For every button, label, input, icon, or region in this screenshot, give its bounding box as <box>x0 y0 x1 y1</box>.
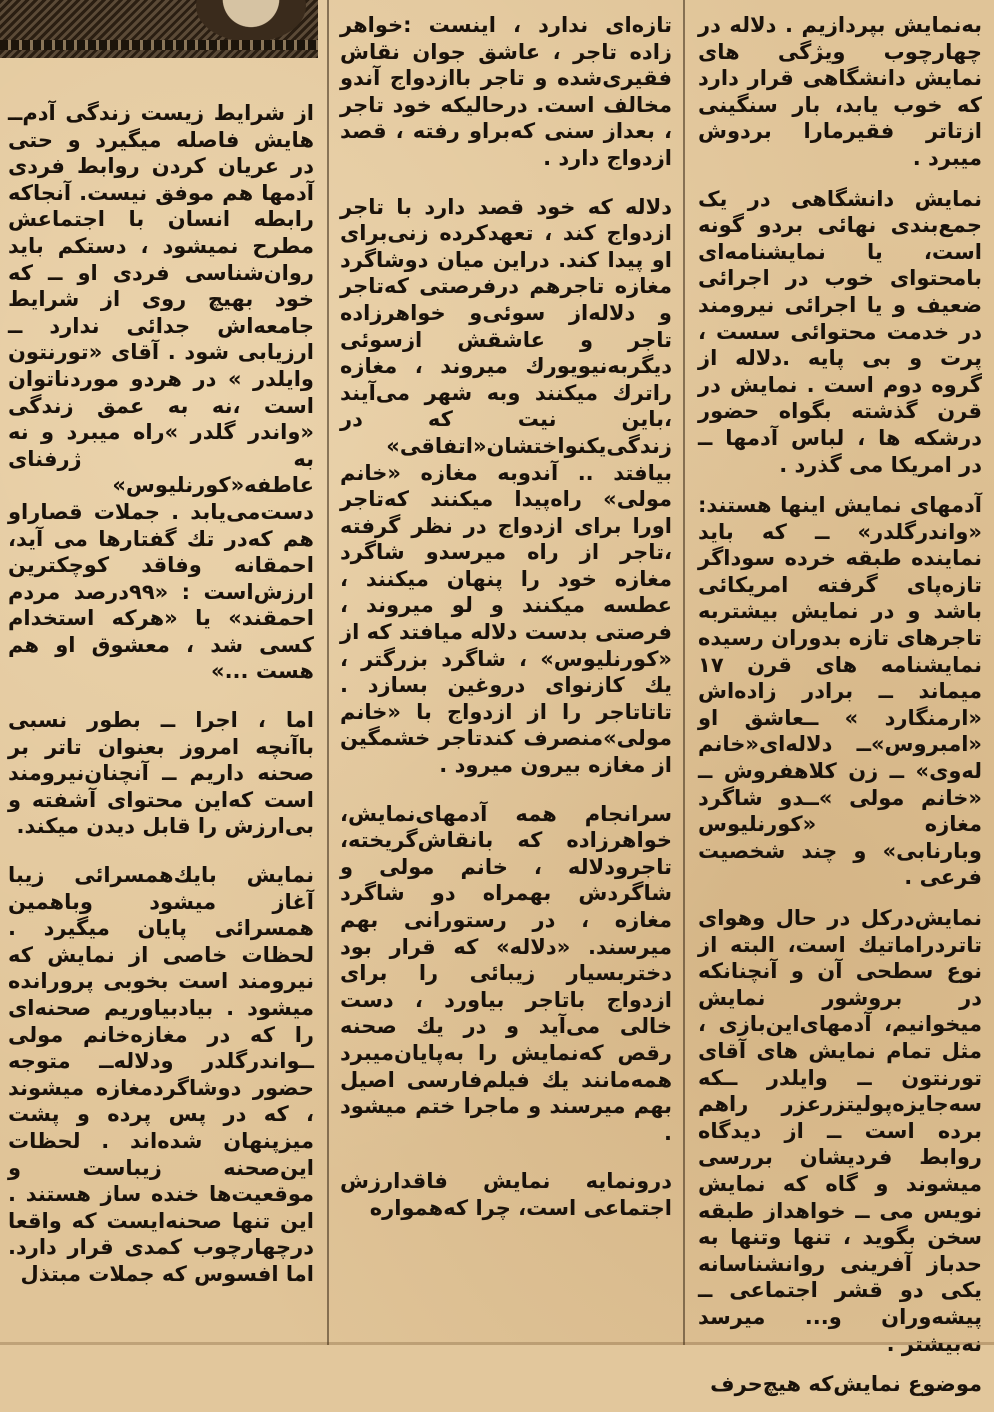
paragraph: نمایش دانشگاهی در یک جمع‌بندی نهائی بردو گونه است، یا نمایشنامه‌ای بامحتوای خوب در اجرائی ضعیف و یا اجرائی نیرومند در خدمت محتوائی سست ، پرت و بی پایه .دلاله از گروه دوم است . نمایش در قرن گذشته‌ بگواه حضور درشکه ها ، لباس آدمها ــ در امریکا می‌ گذرد . <box>698 186 982 477</box>
paragraph: از شرایط زیست زندگی آدم‌ــ هایش فاصله میگیرد و حتی در عریان کردن روابط فردی آدمها هم موفق نیست. آنجاکه رابطه انسان با اجتماعش مطرح نمیشود ، دستکم باید روان‌شناسی فردی او ــ که خود بهیچ روی از شرایط جامعه‌اش جدائی ندارد ــ ارزیابی شود . آقای «تورنتون وایلدر » در هردو موردناتوان است ،نه به عمق زندگی «واندر گلدر »راه میبرد و نه به ژرفنای عاطفه«کورنلیوس» دست‌می‌یابد . جملات قصاراو هم که‌در تك گفتارها می‌ آید، احمقانه وفاقد کوچکترین ارزش‌است : «۹۹درصد مردم احمقند» یا «هرکه استخدام کسی شد ، معشوق او هم هست ...» <box>8 101 314 684</box>
paragraph: اما ، اجرا ــ بطور نسبی باآنچه امروز بعنوان تاتر بر صحنه داریم ــ آنچنان‌نیرومند است که‌این محتوای آشفته و بی‌ارزش را قابل دیدن میکند. <box>8 708 314 839</box>
column-divider <box>683 0 685 1345</box>
article-right-column <box>698 12 982 1412</box>
paragraph: نمایش بایك‌همسرائی زیبا آغاز میشود وباهمین همسرائی پایان میگیرد . لحظات خاصی از نمایش که نیرومند است بخوبی پرورانده میشود . بیادبیاوریم صحنه‌ای را که در مغازه‌خانم مولی ــواندرگلدر ودلاله‌ــ متوجه حضور دوشاگردمغازه میشوند ، که در پس پرده و پشت میزپنهان شده‌اند . لحظات این‌صحنه زیباست و موقعیت‌ها خنده ساز هستند . این تنها صحنه‌ایست که واقعا درچهارچوب کمدی قرار دارد. اما افسوس که جملات مبتذل <box>8 863 314 1286</box>
column-divider <box>327 0 329 1345</box>
article-left-column <box>8 100 314 1310</box>
paragraph: موضوع نمایش‌که هیچ‌حرف <box>710 1372 982 1397</box>
paragraph: درونمایه نمایش فاقدارزش اجتماعی است، چرا که‌همواره <box>340 1169 672 1220</box>
paragraph: دلاله که خود قصد دارد با تاجر ازدواج کند ، تعهدکرده زنی‌برای او پیدا کند. دراین میان دوشاگرد مغازه تاجرهم درفرصتی که‌تاجر و دلاله‌از سوئی‌و خواهرزاده تاجر و عاشقش ازسوئی دیگربه‌نیویورك میروند ، مغازه راترك میکنند وبه شهر می‌آیند ،باین نیت که در زندگی‌یکنواختشان«اتفاقی» بیافتد .. آندوبه مغازه «خانم مولی» راه‌پیدا میکنند که‌تاجر اورا برای ازدواج در نظر گرفته ،تاجر از راه میرسدو شاگرد مغازه خود را پنهان میکنند ، عطسه میکنند و لو میروند ، فرصتی بدست دلاله میافتد که از «کورنلیوس» ، شاگرد بزرگتر ، یك کازنوای دروغین بسازد . تاتاتاجر را از ازدواج با «خانم مولی»منصرف کندتاجر خشمگین از مغازه بیرون میرود . <box>340 194 672 778</box>
paragraph: سرانجام همه آدمهای‌نمایش، خواهرزاده که بانقاش‌گریخته، تاجرودلاله ، خانم مولی و شاگردش بهمراه دو شاگرد مغازه ، در رستورانی بهم میرسند. «دلاله» که قرار بود دختربسیار زیبائی را برای ازدواج باتاجر بیاورد ، دست خالی می‌آید و در یك صحنه رقص که‌نمایش را به‌پایان‌میبرد همه‌مانند یك فیلم‌فارسی اصیل بهم میرسند و ماجرا ختم میشود . <box>340 801 672 1145</box>
article-middle-column <box>340 12 672 1244</box>
paragraph: به‌نمایش بپردازیم . دلاله در چهارچوب ویژگی های نمایش دانشگاهی قرار دارد که خوب یابد، بار سنگینی ازتاتر فقیرمارا بردوش میبرد . <box>698 13 982 170</box>
paragraph: آدمهای نمایش اینها هستند: «واندرگلدر» ــ که باید نماینده طبقه خرده سوداگر تازه‌پای گرفته امریکائی باشد و در نمایش بیشتربه تاجرهای تازه بدوران رسیده نمایشنامه های قرن ۱۷ میماند ــ برادر زاده‌اش «ارمنگارد » ــعاشق او «امبروس»ــ دلاله‌ای«خانم له‌وی» ــ زن کلاهفروش ــ «خانم مولی »ــدو شاگرد مغازه «کورنلیوس وبارنابی» و چند شخصیت فرعی . <box>698 493 982 890</box>
paragraph: نمایش‌درکل در حال وهوای تاتردراماتیك است، البته از نوع سطحی آن و آنچنانکه در بروشور نمایش میخوانیم، آدمهای‌این‌بازی ، مثل تمام نمایش های آقای تورنتون ــ وایلدر ــکه سه‌جایزه‌پولیتزرعزر راهم برده است ــ از دیدگاه روابط فردیشان بررسی میشوند و گاه که نمایش نویس می ــ خواهداز طبقه سخن بگوید ، تنها وتنها به حدباز آفرینی روانشناسانه یکی دو قشر اجتماعی ــ پیشه‌وران و... میرسد نه‌بیشتر . <box>698 906 982 1356</box>
paragraph: تازه‌ای ندارد ، اینست :خواهر زاده تاجر ، عاشق جوان نقاش فقیری‌شده و تاجر بااز‌دواج آندو مخالف است. درحالیکه خود تاجر ، بعداز سنی که‌براو رفته ، قصد ازدواج دارد . <box>340 13 672 170</box>
photo-fragment <box>0 0 318 58</box>
